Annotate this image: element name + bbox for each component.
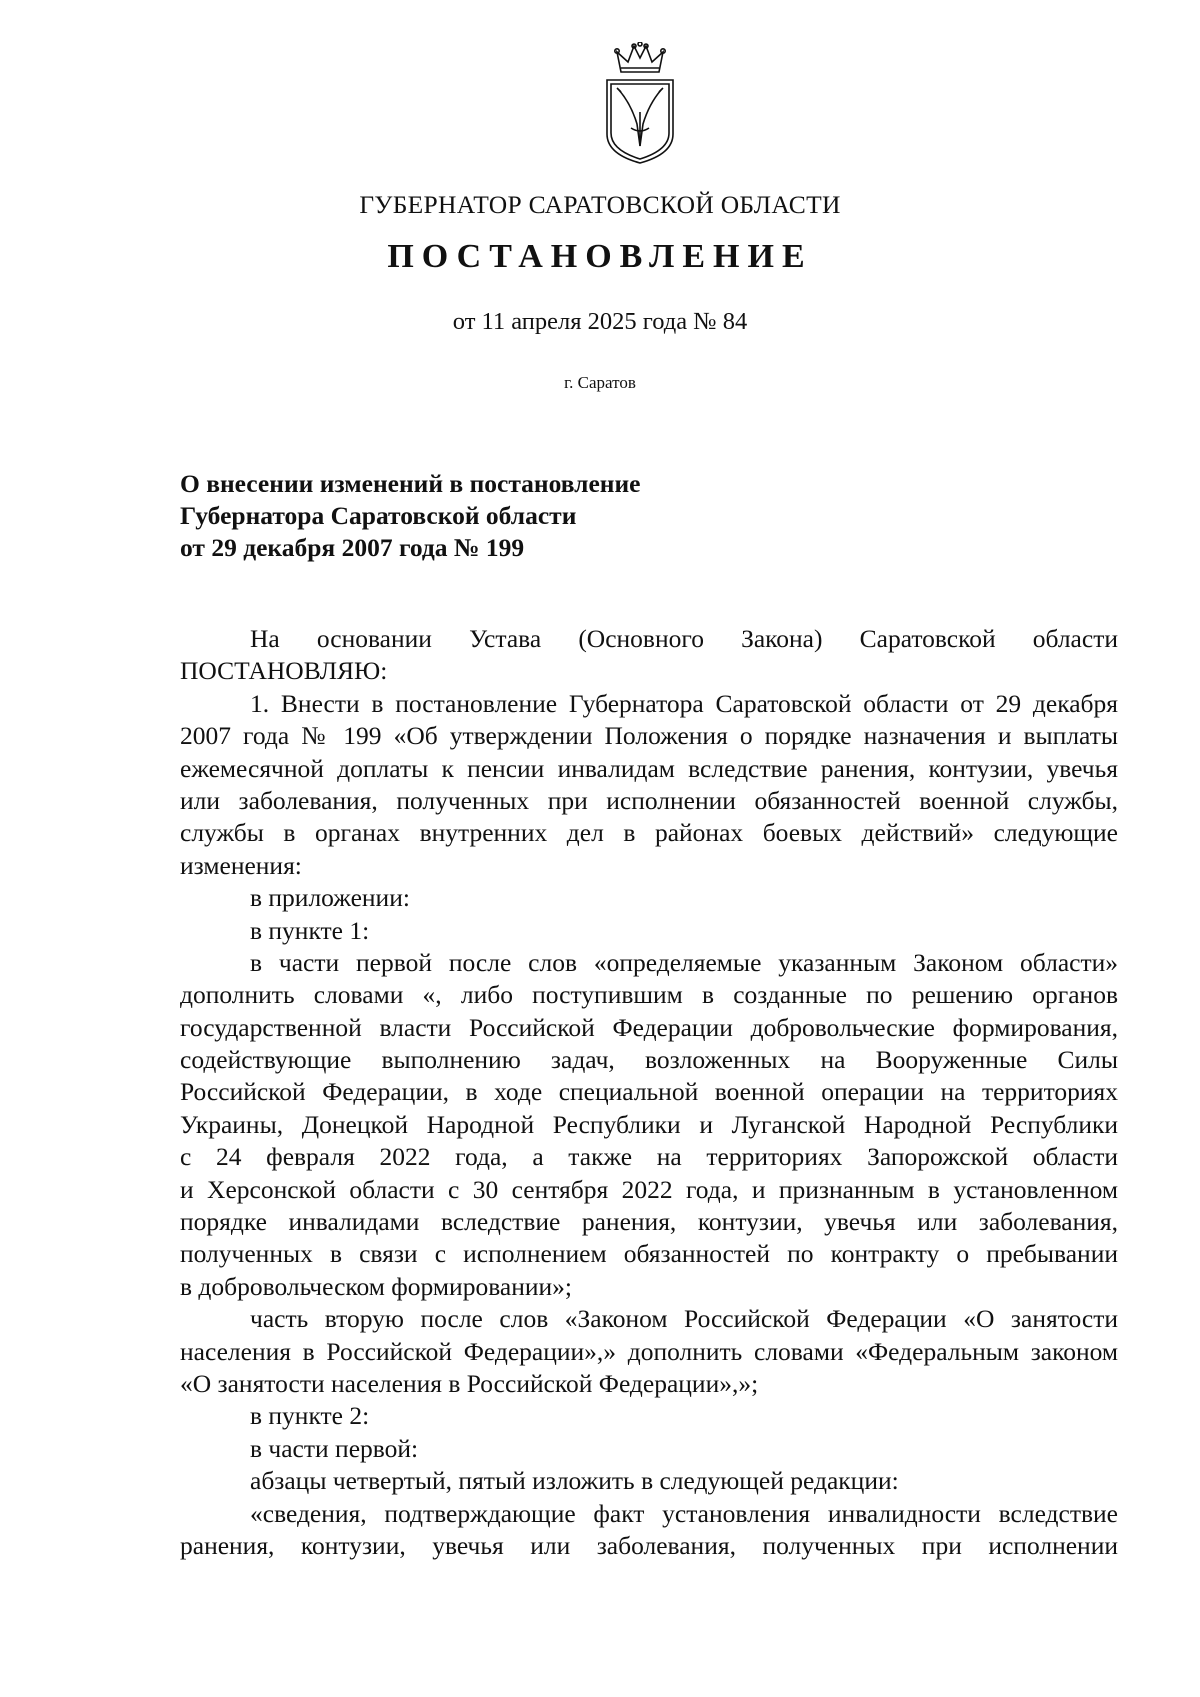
body-line: полученных в связи с исполнением обязанностей по контракту о пребывании — [180, 1239, 1118, 1269]
document-city: г. Саратов — [564, 373, 636, 392]
body-line: «О занятости населения в Российской Федерации»,»; — [180, 1368, 759, 1398]
body-line: службы в органах внутренних дел в районах боевых действий» следующие — [180, 818, 1118, 848]
body-line: 2007 года № 199 «Об утверждении Положения о порядке назначения и выплаты — [180, 721, 1118, 751]
body-line: в пункте 1: — [250, 915, 370, 945]
body-line: На основании Устава (Основного Закона) Саратовской области — [250, 624, 1118, 653]
body-line: абзацы четвертый, пятый изложить в следующей редакции: — [250, 1466, 899, 1496]
body-line: «сведения, подтверждающие факт установления инвалидности вследствие — [250, 1498, 1118, 1528]
body-line: с 24 февраля 2022 года, а также на территориях Запорожской области — [180, 1142, 1118, 1172]
body-line: в приложении: — [250, 883, 410, 913]
subject-line: от 29 декабря 2007 года № 199 — [180, 533, 525, 562]
coat-of-arms-icon — [601, 42, 679, 167]
body-line: изменения: — [180, 850, 302, 880]
body-line: в части первой после слов «определяемые указанным Законом области» — [250, 947, 1118, 977]
body-line: дополнить словами «, либо поступившим в созданные по решению органов — [180, 980, 1118, 1010]
body-line: содействующие выполнению задач, возложенных на Вооруженные Силы — [180, 1045, 1118, 1075]
body-line: государственной власти Российской Федерации добровольческие формирования, — [180, 1012, 1118, 1042]
body-line: ранения, контузии, увечья или заболевания, полученных при исполнении — [180, 1530, 1118, 1560]
body-line: в добровольческом формировании»; — [180, 1271, 572, 1301]
body-line: Украины, Донецкой Народной Республики и Луганской Народной Республики — [180, 1109, 1118, 1139]
body-line: ПОСТАНОВЛЯЮ: — [180, 656, 388, 686]
document-subject — [180, 468, 641, 564]
document-type-title: ПОСТАНОВЛЕНИЕ — [387, 238, 813, 275]
body-line: порядке инвалидами вследствие ранения, контузии, увечья или заболевания, — [180, 1207, 1118, 1237]
document-body — [180, 623, 1118, 1562]
body-line: ежемесячной доплаты к пенсии инвалидам вследствие ранения, контузии, увечья — [180, 753, 1118, 783]
body-line: и Херсонской области с 30 сентября 2022 года, и признанным в установленном — [180, 1174, 1118, 1204]
document-date-number: от 11 апреля 2025 года № 84 — [452, 308, 748, 335]
body-line: 1. Внести в постановление Губернатора Саратовской области от 29 декабря — [250, 688, 1118, 718]
subject-line: Губернатора Саратовской области — [180, 501, 577, 530]
body-line: Российской Федерации, в ходе специальной военной операции на территориях — [180, 1077, 1118, 1107]
body-line: в части первой: — [250, 1433, 419, 1463]
body-line: часть вторую после слов «Законом Российской Федерации «О занятости — [250, 1304, 1118, 1334]
body-line: населения в Российской Федерации»,» дополнить словами «Федеральным законом — [180, 1336, 1118, 1366]
subject-line: О внесении изменений в постановление — [180, 469, 641, 498]
body-line: в пункте 2: — [250, 1401, 370, 1431]
issuing-authority: ГУБЕРНАТОР САРАТОВСКОЙ ОБЛАСТИ — [359, 190, 841, 219]
body-line: или заболевания, полученных при исполнении обязанностей военной службы, — [180, 785, 1118, 815]
